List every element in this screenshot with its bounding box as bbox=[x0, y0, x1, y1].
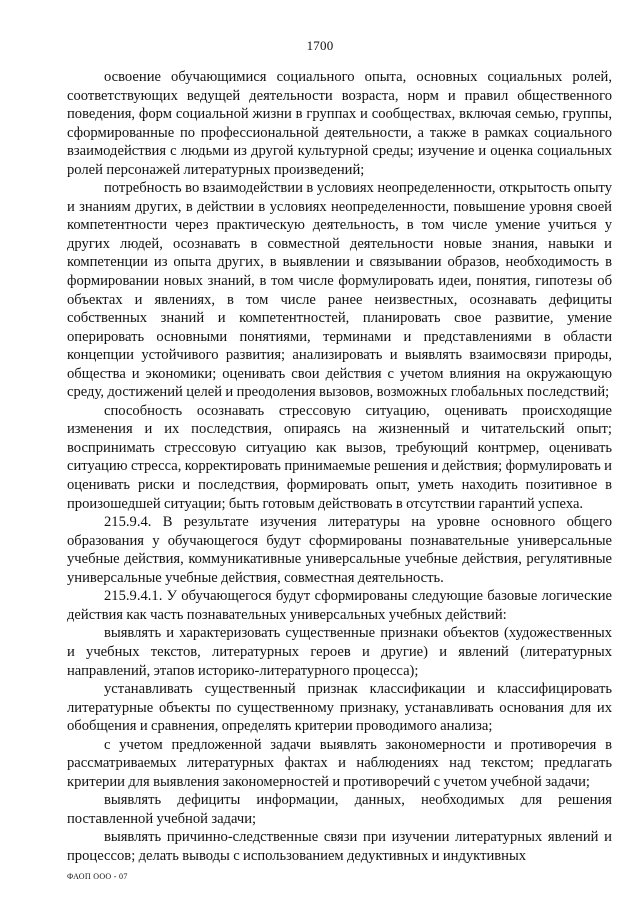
paragraph-cause-effect: выявлять причинно-следственные связи при изучении литературных явлений и процессов; делать выводы с использованием дедуктивных и индуктивных bbox=[67, 829, 612, 864]
paragraph-stress-situation: способность осознавать стрессовую ситуацию, оценивать происходящие изменения и их последствия, опираясь на жизненный и читательский опыт; воспринимать стрессовую ситуацию как вызов, требующий контрмер, оценивать ситуацию стресса, корректировать принимаемые решения и действия; формулировать и оценивать риски и последствия, формировать опыт, уметь находить позитивное в произошедшей ситуации; быть готовым действовать в отсутствии гарантий успеха. bbox=[67, 402, 612, 512]
paragraph-section-215-9-4: 215.9.4. В результате изучения литературы на уровне основного общего образования у обучающегося будут сформированы познавательные универсальные учебные действия, коммуникативные универсальные учебные действия, регулятивные универсальные учебные действия, совместная деятельность. bbox=[67, 514, 612, 586]
paragraph-identify-features: выявлять и характеризовать существенные признаки объектов (художественных и учебных текстов, литературных героев и другие) и явлений (литературных направлений, этапов историко-литературного процесса); bbox=[67, 625, 612, 679]
paragraph-social-experience: освоение обучающимися социального опыта, основных социальных ролей, соответствующих ведущей деятельности возраста, норм и правил общественного поведения, форм социальной жизни в группах и сообществах, включая семью, группы, сформированные по профессиональной деятельности, а также в рамках социального взаимодействия с людьми из другой культурной среды; изучение и оценка социальных ролей персонажей литературных произведений; bbox=[67, 69, 612, 178]
paragraph-classification: устанавливать существенный признак классификации и классифицировать литературные объекты по существенному признаку, устанавливать основания для их обобщения и сравнения, определять критерии проводимого анализа; bbox=[67, 681, 612, 735]
document-body bbox=[67, 68, 612, 866]
page-number: 1700 bbox=[306, 38, 334, 53]
document-footer-code: ФАОП ООО - 07 bbox=[67, 872, 128, 881]
paragraph-patterns: с учетом предложенной задачи выявлять закономерности и противоречия в рассматриваемых литературных фактах и наблюдениях над текстом; предлагать критерии для выявления закономерностей и противоречий с учетом учебной задачи; bbox=[67, 736, 612, 790]
paragraph-interaction-uncertainty: потребность во взаимодействии в условиях неопределенности, открытость опыту и знаниям других, в действии в условиях неопределенности, повышение уровня своей компетентности через практическую деятельность, в том числе умение учиться у других людей, осознавать в совместной деятельности новые знания, навыки и компетенции из опыта других, в выявлении и связывании образов, необходимость в формировании новых знаний, в том числе формулировать идеи, понятия, гипотезы об объектах и явлениях, в том числе ранее неизвестных, осознавать дефициты собственных знаний и компетентностей, планировать свое развитие, умение оперировать основными понятиями, терминами и представлениями в области концепции устойчивого развития; анализировать и выявлять взаимосвязи природы, общества и экономики; оценивать свои действия с учетом влияния на окружающую среду, достижений целей и преодоления вызовов, возможных глобальных последствий; bbox=[67, 180, 612, 401]
paragraph-section-215-9-4-1: 215.9.4.1. У обучающегося будут сформированы следующие базовые логические действия как часть познавательных универсальных учебных действий: bbox=[67, 588, 612, 623]
paragraph-information-deficits: выявлять дефициты информации, данных, необходимых для решения поставленной учебной задачи; bbox=[67, 792, 612, 827]
